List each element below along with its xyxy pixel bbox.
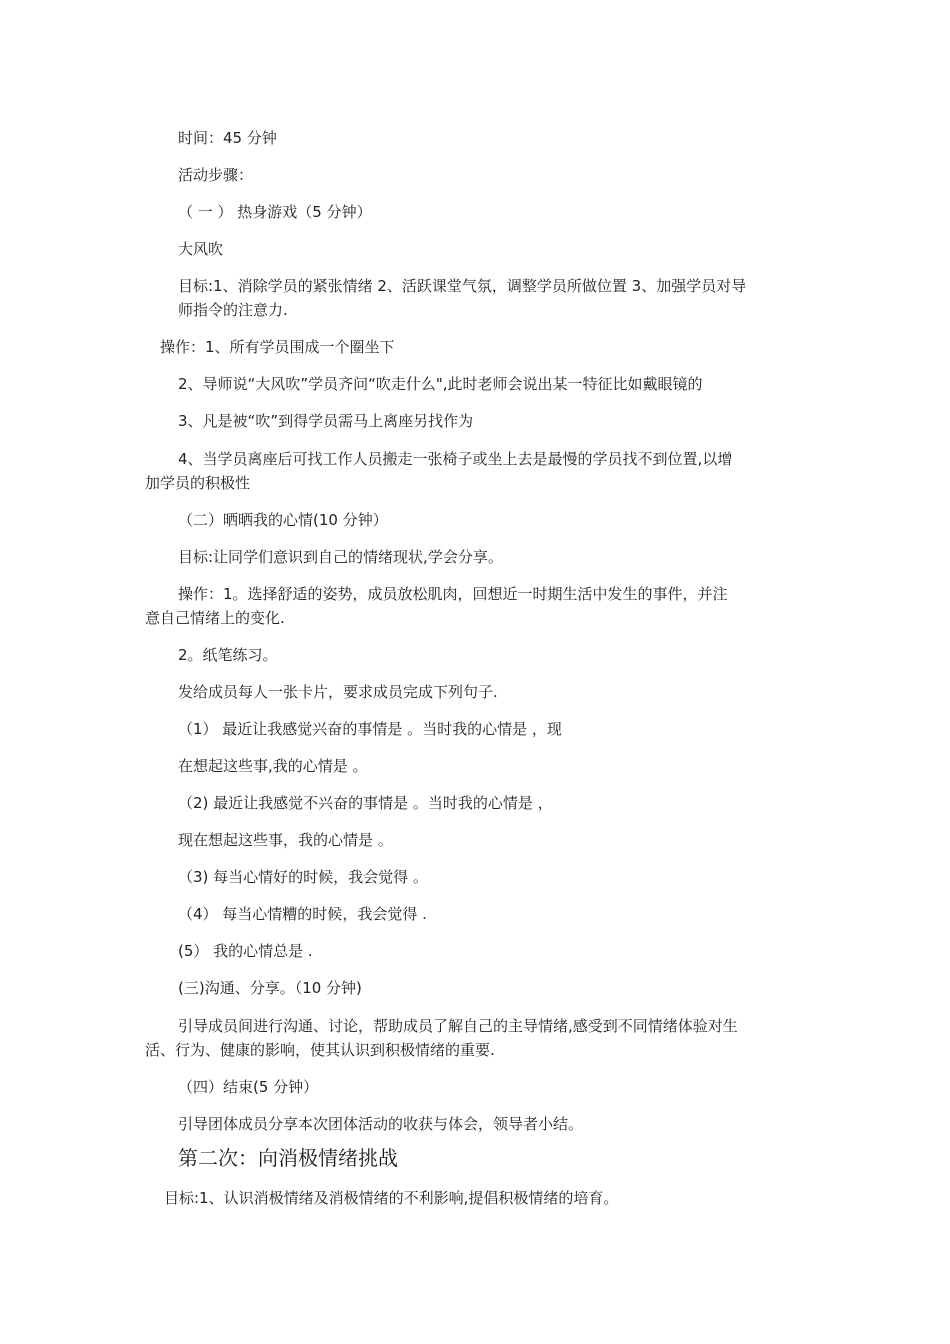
operation-2: 2、导师说“大风吹”学员齐问“吹走什么",此时老师会说出某一特征比如戴眼镜的 <box>178 375 703 393</box>
paper-exercise: 2。纸笔练习。 <box>178 646 278 664</box>
operation-4-line-1: 4、当学员离座后可找工作人员搬走一张椅子或坐上去是最慢的学员找不到位置,以增 <box>178 450 733 468</box>
question-2-line-2: 现在想起这些事，我的心情是 。 <box>178 831 393 849</box>
section-3-text-line-1: 引导成员间进行沟通、讨论，帮助成员了解自己的主导情绪,感受到不同情绪体验对生 <box>178 1017 738 1035</box>
question-5: (5） 我的心情总是 . <box>178 942 313 960</box>
goal-2: 目标:让同学们意识到自己的情绪现状,学会分享。 <box>178 548 503 566</box>
session-2-heading: 第二次：向消极情绪挑战 <box>178 1146 398 1170</box>
section-3-title: (三)沟通、分享。（10 分钟) <box>178 979 362 997</box>
operation-3: 3、凡是被“吹”到得学员需马上离座另找作为 <box>178 412 474 430</box>
question-1-line-1: （1） 最近让我感觉兴奋的事情是 。当时我的心情是 ，现 <box>178 720 562 738</box>
section-3-text-line-2: 活、行为、健康的影响，使其认识到积极情绪的重要. <box>145 1041 495 1059</box>
goal-1-line-2: 师指令的注意力. <box>178 301 288 319</box>
card-instruction: 发给成员每人一张卡片，要求成员完成下列句子. <box>178 683 498 701</box>
section-2-operation-line-1: 操作：1。选择舒适的姿势，成员放松肌肉，回想近一时期生活中发生的事件，并注 <box>178 585 728 603</box>
section-1-title: （ 一 ） 热身游戏（5 分钟） <box>178 203 372 221</box>
question-2-line-1: （2) 最近让我感觉不兴奋的事情是 。当时我的心情是 ， <box>178 794 553 812</box>
section-2-operation-line-2: 意自己情绪上的变化. <box>145 609 285 627</box>
operation-4-line-2: 加学员的积极性 <box>145 474 251 492</box>
section-4-title: （四）结束(5 分钟） <box>178 1078 319 1096</box>
section-4-text: 引导团体成员分享本次团体活动的收获与体会，领导者小结。 <box>178 1115 584 1133</box>
question-4: （4） 每当心情糟的时候，我会觉得 . <box>178 905 427 923</box>
operation-1: 操作：1、所有学员围成一个圈坐下 <box>160 338 395 356</box>
game-name: 大风吹 <box>178 240 224 258</box>
section-2-title: （二）晒晒我的心情(10 分钟） <box>178 511 388 529</box>
steps-label: 活动步骤： <box>178 166 254 184</box>
question-1-line-2: 在想起这些事,我的心情是 。 <box>178 757 368 775</box>
session-2-goal: 目标:1、认识消极情绪及消极情绪的不利影响,提倡积极情绪的培育。 <box>164 1189 619 1207</box>
question-3: （3) 每当心情好的时候，我会觉得 。 <box>178 868 428 886</box>
goal-1-line-1: 目标:1、消除学员的紧张情绪 2、活跃课堂气氛，调整学员所做位置 3、加强学员对导 <box>178 277 747 295</box>
time-line: 时间：45 分钟 <box>178 129 277 147</box>
